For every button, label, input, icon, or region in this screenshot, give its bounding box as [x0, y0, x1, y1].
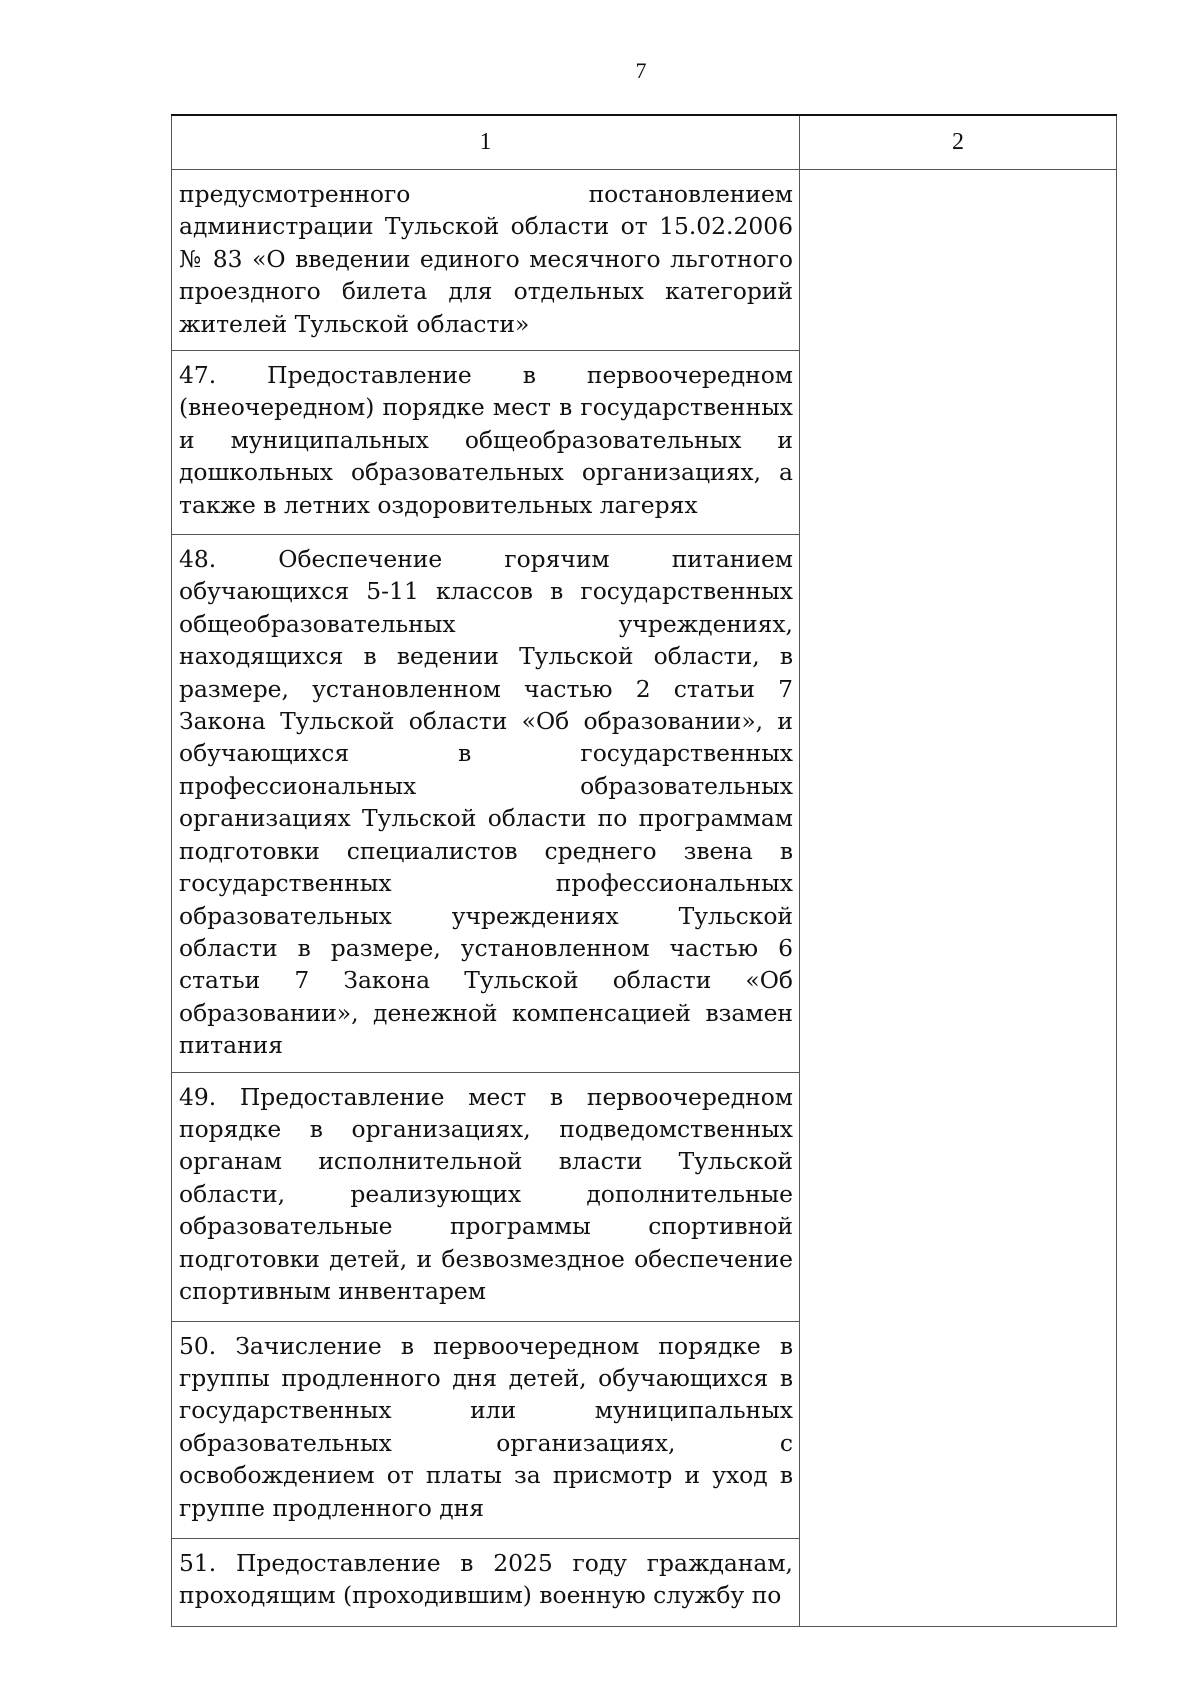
benefits-table	[171, 114, 1117, 1627]
item-text: 49. Предоставление мест в первоочередном порядке в организациях, подведомственных органам исполнительной власти Тульской области, реализующих дополнительные образовательные программы спортивной подготовки детей, и безвозмездное обеспечение спортивным инвентарем	[179, 1082, 793, 1305]
row-47-col1	[172, 351, 800, 535]
table-row	[172, 170, 1117, 351]
column-header-1: 1	[172, 115, 800, 170]
row-50-col1	[172, 1321, 800, 1538]
column-header-2: 2	[800, 115, 1117, 170]
item-text: 51. Предоставление в 2025 году гражданам, проходящим (проходившим) военную службу по	[179, 1548, 793, 1609]
row-48-col1	[172, 535, 800, 1073]
item-text: 48. Обеспечение горячим питанием обучающихся 5-11 классов в государственных общеобразовательных учреждениях, находящихся в ведении Тульской области, в размере, установленном частью 2 статьи 7 Закона Тульской области «Об образовании», и обучающихся в государственных профессиональных образовательных организациях Тульской области по программам подготовки специалистов среднего звена в государственных профессиональных образовательных учреждениях Тульской области в размере, установленном частью 6 статьи 7 Закона Тульской области «Об образовании», денежной компенсацией взамен питания	[179, 545, 793, 1060]
row-continuation-col1	[172, 170, 800, 351]
row-51-col1	[172, 1538, 800, 1626]
page-number: 7	[635, 58, 647, 83]
table-header-row	[172, 115, 1117, 170]
column-2-cell	[800, 170, 1117, 1627]
item-text: предусмотренного постановлением администрации Тульской области от 15.02.2006 № 83 «О введении единого месячного льготного проездного билета для отдельных категорий жителей Тульской области»	[179, 180, 793, 338]
row-49-col1	[172, 1072, 800, 1321]
item-text: 50. Зачисление в первоочередном порядке в группы продленного дня детей, обучающихся в государственных или муниципальных образовательных организациях, с освобождением от платы за присмотр и уход в группе продленного дня	[179, 1331, 793, 1522]
item-text: 47. Предоставление в первоочередном (внеочередном) порядке мест в государственных и муниципальных общеобразовательных и дошкольных образовательных организациях, а также в летних оздоровительных лагерях	[179, 361, 793, 519]
